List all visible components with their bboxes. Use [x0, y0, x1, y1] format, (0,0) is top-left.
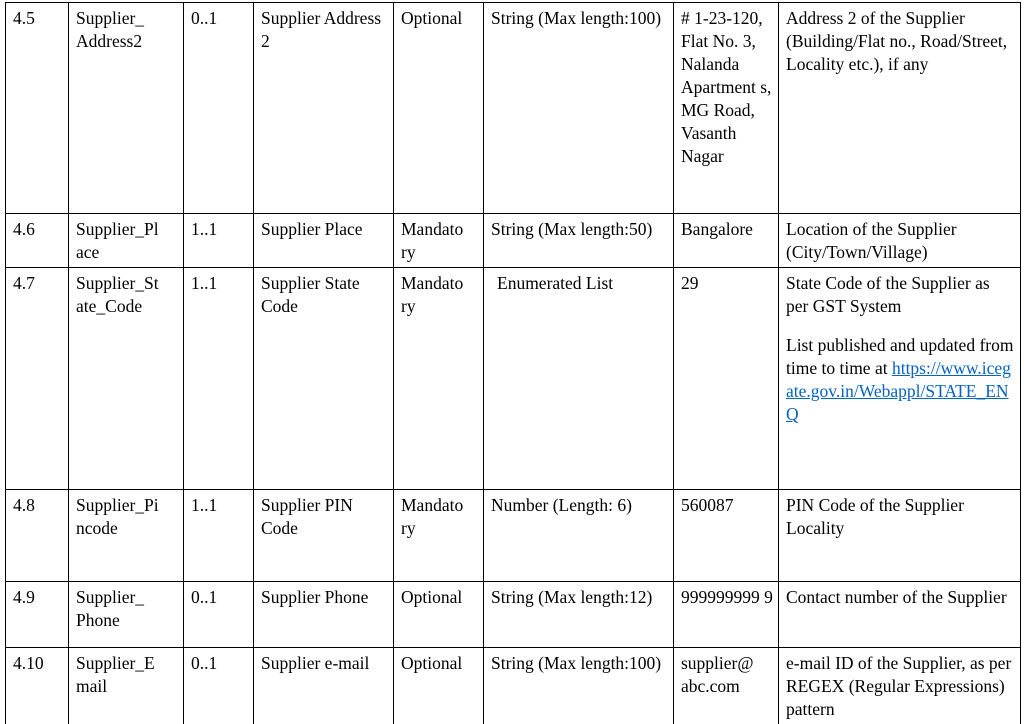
- display-name: Supplier Phone: [254, 582, 394, 648]
- field-name: Supplier_Pl ace: [69, 214, 184, 268]
- field-name: Supplier_ Phone: [69, 582, 184, 648]
- field-name: Supplier_Pi ncode: [69, 490, 184, 582]
- presence: Mandato ry: [394, 268, 484, 490]
- presence: Mandato ry: [394, 490, 484, 582]
- row-number: 4.6: [6, 214, 69, 268]
- description-note: [786, 334, 1016, 426]
- sample-value: 999999999 9: [674, 582, 779, 648]
- cardinality: 1..1: [184, 214, 254, 268]
- description: e-mail ID of the Supplier, as per REGEX (Regular Expressions) pattern: [779, 648, 1021, 724]
- presence: Optional: [394, 582, 484, 648]
- row-number: 4.7: [6, 268, 69, 490]
- row-number: 4.10: [6, 648, 69, 724]
- field-spec-table: [5, 2, 1021, 724]
- description-note-text: List published and updated from time to time at: [786, 335, 1014, 378]
- presence: Optional: [394, 648, 484, 724]
- display-name: Supplier Address 2: [254, 3, 394, 214]
- presence: Mandato ry: [394, 214, 484, 268]
- sample-value: supplier@ abc.com: [674, 648, 779, 724]
- table-row: [6, 490, 1021, 582]
- description-text: State Code of the Supplier as per GST System: [786, 273, 990, 316]
- row-number: 4.9: [6, 582, 69, 648]
- cardinality: 0..1: [184, 648, 254, 724]
- description: Location of the Supplier (City/Town/Village): [779, 214, 1021, 268]
- data-type: String (Max length:100): [484, 648, 674, 724]
- display-name: Supplier PIN Code: [254, 490, 394, 582]
- data-type-text: Enumerated List: [497, 273, 614, 293]
- state-list-link[interactable]: https://www.icegate.gov.in/Webappl/STATE_ENQ: [786, 358, 1011, 424]
- sample-value: 29: [674, 268, 779, 490]
- row-number: 4.8: [6, 490, 69, 582]
- row-number: 4.5: [6, 3, 69, 214]
- table-row: [6, 214, 1021, 268]
- data-type: [484, 268, 674, 490]
- description: [779, 268, 1021, 490]
- cardinality: 0..1: [184, 3, 254, 214]
- display-name: Supplier State Code: [254, 268, 394, 490]
- data-type: String (Max length:50): [484, 214, 674, 268]
- data-type: Number (Length: 6): [484, 490, 674, 582]
- display-name: Supplier e-mail: [254, 648, 394, 724]
- description: PIN Code of the Supplier Locality: [779, 490, 1021, 582]
- table-row: [6, 648, 1021, 724]
- cardinality: 1..1: [184, 490, 254, 582]
- presence: Optional: [394, 3, 484, 214]
- sample-value: # 1-23-120, Flat No. 3, Nalanda Apartment s, MG Road, Vasanth Nagar: [674, 3, 779, 214]
- data-type: String (Max length:100): [484, 3, 674, 214]
- sample-value: 560087: [674, 490, 779, 582]
- cardinality: 0..1: [184, 582, 254, 648]
- display-name: Supplier Place: [254, 214, 394, 268]
- field-name: Supplier_ Address2: [69, 3, 184, 214]
- table-row: [6, 3, 1021, 214]
- description: Contact number of the Supplier: [779, 582, 1021, 648]
- field-name: Supplier_E mail: [69, 648, 184, 724]
- table-row: [6, 268, 1021, 490]
- sample-value: Bangalore: [674, 214, 779, 268]
- table-row: [6, 582, 1021, 648]
- data-type: String (Max length:12): [484, 582, 674, 648]
- cardinality: 1..1: [184, 268, 254, 490]
- field-name: Supplier_St ate_Code: [69, 268, 184, 490]
- description: Address 2 of the Supplier (Building/Flat no., Road/Street, Locality etc.), if any: [779, 3, 1021, 214]
